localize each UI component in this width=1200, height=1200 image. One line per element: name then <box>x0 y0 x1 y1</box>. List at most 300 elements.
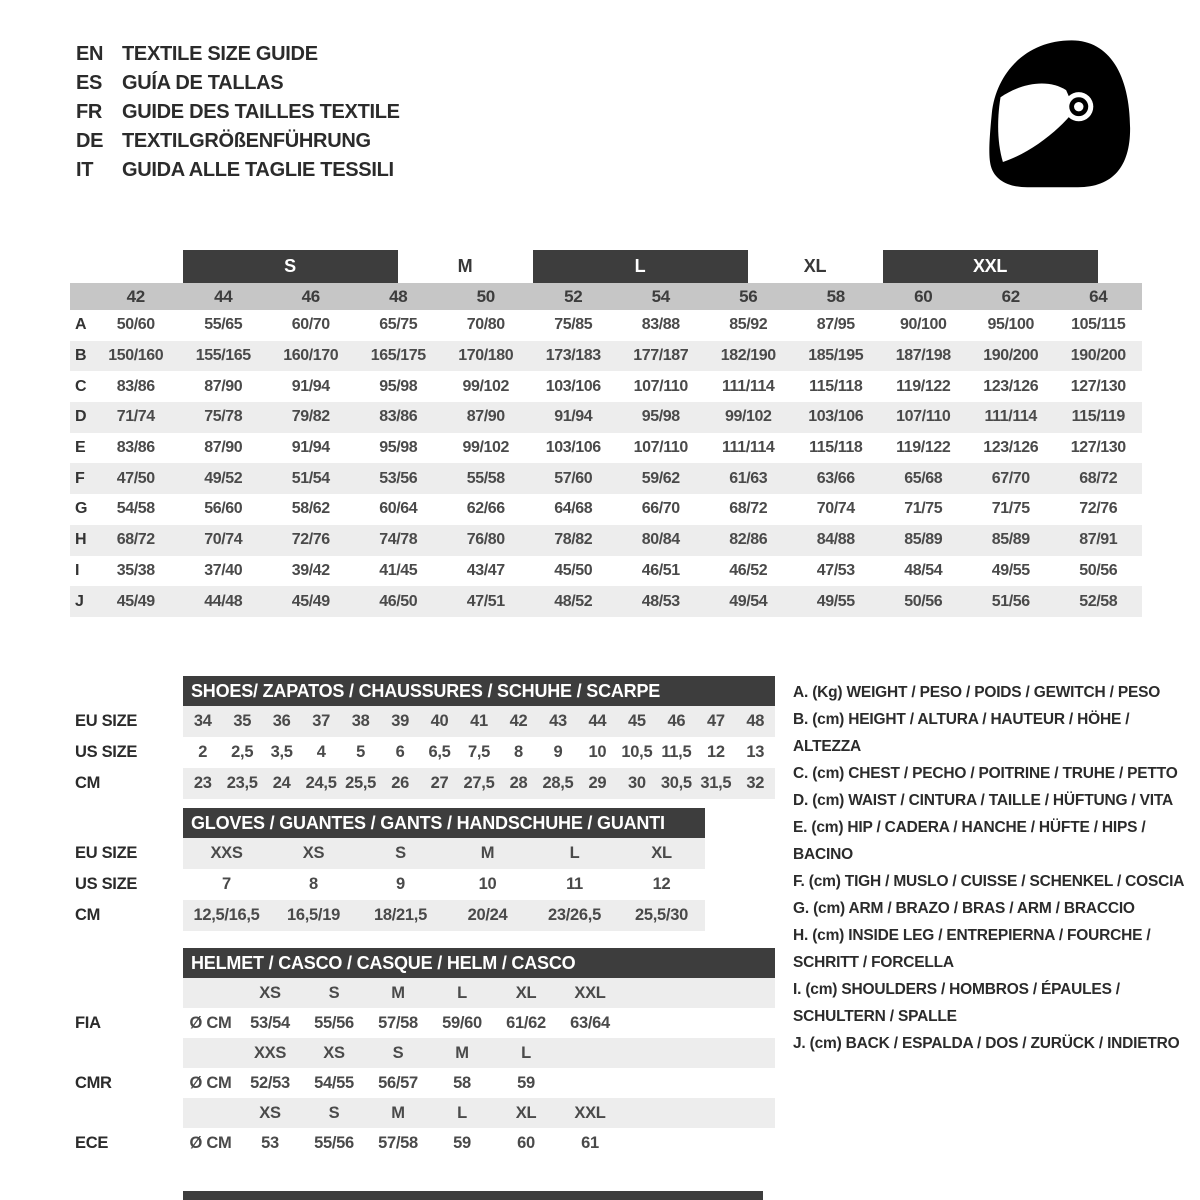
size-value: 119/122 <box>896 439 951 457</box>
size-value: 43/47 <box>466 561 505 579</box>
helmet-size-value: 53 <box>261 1133 279 1152</box>
helmet-section-title: HELMET / CASCO / CASQUE / HELM / CASCO <box>191 952 576 973</box>
language-title: GUIDE DES TAILLES TEXTILE <box>122 101 400 123</box>
measurement-legend <box>793 679 1185 1057</box>
helmet-size-label: L <box>521 1043 531 1062</box>
size-value: 59/62 <box>641 469 680 487</box>
helmet-size-value: 60 <box>517 1133 535 1152</box>
helmet-size-label: M <box>391 1103 405 1122</box>
size-value: 52/58 <box>1079 592 1118 610</box>
cropped-next-section-bar <box>183 1191 763 1200</box>
size-value: 23 <box>193 774 212 792</box>
size-value: 3,5 <box>270 743 293 761</box>
language-row <box>76 127 400 156</box>
helmet-size-value: 54/55 <box>314 1073 354 1092</box>
legend-item-d: D. (cm) WAIST / CINTURA / TAILLE / HÜFTUNG / VITA <box>793 792 1173 809</box>
size-value: 18/21,5 <box>374 906 427 924</box>
size-value: 111/114 <box>722 439 775 457</box>
size-value: 65/68 <box>904 469 943 487</box>
helmet-size-label: M <box>455 1043 469 1062</box>
size-value: 40 <box>430 712 449 730</box>
size-value: 68/72 <box>1079 469 1118 487</box>
size-value: 99/102 <box>462 377 510 395</box>
size-value: 4 <box>316 743 326 761</box>
size-value: 50/60 <box>116 316 155 334</box>
measurement-row-d <box>70 402 1142 433</box>
size-value: 64/68 <box>554 500 593 518</box>
size-group-l: L <box>533 250 748 283</box>
row-letter: G <box>75 500 88 518</box>
legend-item-f: F. (cm) TIGH / MUSLO / CUISSE / SCHENKEL / COSCIA <box>793 873 1185 890</box>
size-value: 50/56 <box>904 592 943 610</box>
row-label-spacer <box>75 1098 183 1128</box>
size-value: 49/54 <box>729 592 768 610</box>
helmet-size-value: 56/57 <box>378 1073 418 1092</box>
helmet-sizes <box>183 1098 775 1128</box>
size-value: 177/187 <box>633 347 689 365</box>
size-value: 7,5 <box>467 743 491 761</box>
shoes-size-section <box>75 676 775 799</box>
size-value: 13 <box>746 743 765 761</box>
size-value: 38 <box>351 712 370 730</box>
section-row-cm <box>75 768 775 799</box>
size-value: 9 <box>396 875 405 893</box>
size-value: 123/126 <box>983 377 1039 395</box>
size-value: 83/86 <box>116 439 155 457</box>
size-group-row <box>70 250 1142 283</box>
size-value: 111/114 <box>722 377 775 395</box>
size-value: 42 <box>509 712 528 730</box>
helmet-size-label: S <box>392 1043 404 1062</box>
shoes-section-title: SHOES/ ZAPATOS / CHAUSSURES / SCHUHE / SCARPE <box>191 680 661 701</box>
helmet-size-section <box>75 948 775 1158</box>
size-value: 2 <box>198 743 208 761</box>
helmet-size-value: 59 <box>517 1073 535 1092</box>
row-values <box>183 900 705 931</box>
legend-item-g: G. (cm) ARM / BRAZO / BRAS / ARM / BRACCIO <box>793 900 1135 917</box>
size-value: 57/60 <box>554 469 593 487</box>
size-value: 47/51 <box>466 592 505 610</box>
size-value: 44/48 <box>204 592 243 610</box>
size-group-s: S <box>183 250 398 283</box>
row-label: EU SIZE <box>75 844 138 862</box>
section-row-us-size <box>75 737 775 768</box>
size-value: 47/50 <box>116 469 155 487</box>
row-letter: I <box>75 561 80 579</box>
legend-item-b: B. (cm) HEIGHT / ALTURA / HAUTEUR / HÖHE / ALTEZZA <box>793 711 1130 755</box>
helmet-size-value: 59/60 <box>442 1013 482 1032</box>
size-group-m: M <box>457 256 473 276</box>
size-value: 80/84 <box>641 531 680 549</box>
size-value: 68/72 <box>116 531 155 549</box>
row-letter: C <box>75 377 87 395</box>
size-value: 47/53 <box>816 561 855 579</box>
size-value: 41/45 <box>379 561 418 579</box>
size-value: 48/53 <box>641 592 680 610</box>
language-code: IT <box>76 159 94 181</box>
size-value: 70/80 <box>466 316 505 334</box>
size-value: 103/106 <box>545 439 601 457</box>
size-value: 48/52 <box>554 592 593 610</box>
size-value: 61/63 <box>729 469 768 487</box>
size-number: 42 <box>126 286 145 306</box>
language-title: TEXTILE SIZE GUIDE <box>122 43 318 65</box>
size-value: 44 <box>588 712 607 730</box>
size-value: 173/183 <box>545 347 601 365</box>
size-number: 56 <box>739 286 758 306</box>
size-value: 72/76 <box>1079 500 1118 518</box>
size-value: 6 <box>395 743 405 761</box>
size-number: 52 <box>564 286 583 306</box>
size-value: 83/86 <box>379 408 418 426</box>
size-value: 170/180 <box>458 347 514 365</box>
helmet-size-label: XXS <box>253 1043 287 1062</box>
size-value: 7 <box>222 875 231 893</box>
size-value: 8 <box>309 875 318 893</box>
size-value: 6,5 <box>428 743 451 761</box>
size-value: 53/56 <box>379 469 418 487</box>
size-number: 44 <box>214 286 233 306</box>
size-number: 58 <box>826 286 845 306</box>
size-value: 27 <box>430 774 449 792</box>
size-value: 45/49 <box>116 592 155 610</box>
size-value: 107/110 <box>896 408 951 426</box>
size-number-row <box>70 283 1142 310</box>
row-label-spacer <box>75 978 183 1008</box>
racing-helmet-icon <box>978 34 1140 192</box>
size-value: 75/85 <box>554 316 593 334</box>
size-group-xl: XL <box>803 256 827 276</box>
legend-item-h: H. (cm) INSIDE LEG / ENTREPIERNA / FOURCHE / SCHRITT / FORCELLA <box>793 927 1151 971</box>
measurement-row-e <box>70 433 1142 464</box>
size-value: 26 <box>391 774 409 792</box>
size-value: 95/98 <box>379 377 418 395</box>
size-value: 107/110 <box>633 377 688 395</box>
language-row <box>76 40 400 69</box>
size-value: 37 <box>312 712 331 730</box>
helmet-size-value: 55/56 <box>314 1133 354 1152</box>
size-value: 10 <box>478 875 497 893</box>
size-value: 5 <box>356 743 366 761</box>
size-value: 87/90 <box>204 439 243 457</box>
size-value: 70/74 <box>204 531 243 549</box>
size-value: 72/76 <box>291 531 330 549</box>
size-value: XL <box>651 844 672 862</box>
helmet-size-label: XS <box>323 1043 345 1062</box>
measurement-row-j <box>70 586 1142 617</box>
size-value: 115/119 <box>1071 408 1125 426</box>
size-value: 25,5/30 <box>635 906 688 924</box>
size-value: 91/94 <box>554 408 593 426</box>
helmet-size-label: L <box>457 1103 467 1122</box>
language-title: GUÍA DE TALLAS <box>122 72 284 94</box>
row-label-spacer <box>75 1038 183 1068</box>
row-letter: B <box>75 347 87 365</box>
legend-item-a: A. (Kg) WEIGHT / PESO / POIDS / GEWITCH / PESO <box>793 684 1161 701</box>
size-value: 23,5 <box>226 774 258 792</box>
size-value: 115/118 <box>809 439 863 457</box>
section-row-us-size <box>75 869 705 900</box>
size-value: 46/52 <box>729 561 768 579</box>
size-value: 46/51 <box>641 561 680 579</box>
size-value: 65/75 <box>379 316 418 334</box>
size-value: 2,5 <box>231 743 254 761</box>
row-label: CM <box>75 906 101 924</box>
measurement-row-h <box>70 525 1142 556</box>
size-value: 51/54 <box>291 469 330 487</box>
helmet-size-value: 63/64 <box>570 1013 610 1032</box>
helmet-size-label: M <box>391 983 405 1002</box>
size-value: 32 <box>746 774 765 792</box>
size-number: 50 <box>476 286 495 306</box>
size-value: 49/55 <box>816 592 855 610</box>
size-value: 55/65 <box>204 316 243 334</box>
size-value: 78/82 <box>554 531 593 549</box>
size-value: 185/195 <box>808 347 864 365</box>
helmet-values-row-fia <box>75 1008 775 1038</box>
helmet-rows <box>75 978 775 1158</box>
size-value: 74/78 <box>379 531 418 549</box>
diameter-unit-label: Ø CM <box>189 1013 232 1032</box>
size-value: 95/100 <box>987 316 1035 334</box>
size-value: 27,5 <box>463 774 495 792</box>
helmet-size-value: 57/58 <box>378 1133 418 1152</box>
helmet-sizes-row-cmr <box>75 1038 775 1068</box>
size-value: 58/62 <box>291 500 330 518</box>
size-value: XS <box>302 844 325 862</box>
size-value: 85/89 <box>991 531 1030 549</box>
language-row <box>76 98 400 127</box>
diameter-unit-label: Ø CM <box>189 1133 232 1152</box>
size-number: 48 <box>389 286 408 306</box>
gloves-rows <box>75 838 705 931</box>
helmet-values <box>183 1128 775 1158</box>
helmet-size-label: XXL <box>574 983 606 1002</box>
row-letter: D <box>75 408 87 426</box>
size-value: 11,5 <box>661 743 692 761</box>
helmet-sizes <box>183 1038 775 1068</box>
size-value: 103/106 <box>808 408 864 426</box>
size-value: 9 <box>553 743 563 761</box>
size-value: 35 <box>233 712 252 730</box>
size-value: 82/86 <box>729 531 768 549</box>
size-value: 83/88 <box>641 316 680 334</box>
size-value: 41 <box>470 712 488 730</box>
measurement-row-b <box>70 341 1142 372</box>
helmet-size-value: 53/54 <box>250 1013 290 1032</box>
size-value: 34 <box>193 712 212 730</box>
row-values <box>183 838 705 869</box>
size-value: 75/78 <box>204 408 243 426</box>
measurement-row-c <box>70 371 1142 402</box>
section-row-eu-size <box>75 706 775 737</box>
size-value: 16,5/19 <box>287 906 340 924</box>
size-value: 39 <box>391 712 409 730</box>
size-value: 10 <box>588 743 607 761</box>
gloves-section-title: GLOVES / GUANTES / GANTS / HANDSCHUHE / GUANTI <box>191 812 665 833</box>
legend-item-c: C. (cm) CHEST / PECHO / POITRINE / TRUHE / PETTO <box>793 765 1178 782</box>
standard-label: CMR <box>75 1073 112 1092</box>
size-value: 119/122 <box>896 377 951 395</box>
helmet-values-row-cmr <box>75 1068 775 1098</box>
size-value: 95/98 <box>641 408 680 426</box>
size-value: 70/74 <box>816 500 855 518</box>
helmet-size-value: 57/58 <box>378 1013 418 1032</box>
standard-label: FIA <box>75 1013 101 1032</box>
standard-label: ECE <box>75 1133 109 1152</box>
size-value: 187/198 <box>895 347 951 365</box>
gloves-size-section <box>75 808 705 931</box>
size-value: 8 <box>514 743 523 761</box>
size-value: 46/50 <box>379 592 418 610</box>
helmet-size-label: XXL <box>574 1103 606 1122</box>
helmet-sizes-row-ece <box>75 1098 775 1128</box>
language-title-list <box>76 40 400 185</box>
size-value: 49/52 <box>204 469 243 487</box>
helmet-values <box>183 1068 775 1098</box>
helmet-size-value: 58 <box>453 1073 471 1092</box>
helmet-sizes <box>183 978 775 1008</box>
size-value: 155/165 <box>195 347 251 365</box>
row-values <box>183 768 775 799</box>
size-value: 127/130 <box>1070 377 1126 395</box>
size-value: 30 <box>628 774 646 792</box>
legend-item-e: E. (cm) HIP / CADERA / HANCHE / HÜFTE / HIPS / BACINO <box>793 819 1146 863</box>
language-row <box>76 69 400 98</box>
size-value: 76/80 <box>466 531 505 549</box>
legend-item-j: J. (cm) BACK / ESPALDA / DOS / ZURÜCK / INDIETRO <box>793 1035 1180 1052</box>
helmet-size-value: 55/56 <box>314 1013 354 1032</box>
size-value: 87/90 <box>466 408 505 426</box>
row-label: US SIZE <box>75 743 138 761</box>
helmet-sizes-row-fia <box>75 978 775 1008</box>
size-value: 50/56 <box>1079 561 1118 579</box>
size-value: 105/115 <box>1071 316 1126 334</box>
helmet-size-value: 61/62 <box>506 1013 546 1032</box>
size-value: 43 <box>549 712 567 730</box>
size-value: S <box>395 844 406 862</box>
size-value: 160/170 <box>283 347 339 365</box>
size-number: 62 <box>1001 286 1020 306</box>
size-value: 67/70 <box>991 469 1030 487</box>
helmet-section-header <box>183 948 775 978</box>
size-value: 12 <box>652 875 671 893</box>
size-number: 60 <box>914 286 933 306</box>
size-value: 91/94 <box>291 439 330 457</box>
language-code: DE <box>76 130 104 152</box>
row-values <box>183 869 705 900</box>
gloves-section-header <box>183 808 705 838</box>
shoes-section-header <box>183 676 775 706</box>
size-value: 28 <box>509 774 528 792</box>
helmet-size-label: S <box>328 1103 340 1122</box>
section-row-eu-size <box>75 838 705 869</box>
size-value: 87/90 <box>204 377 243 395</box>
size-value: 45 <box>628 712 646 730</box>
size-value: 54/58 <box>116 500 155 518</box>
legend-item-i: I. (cm) SHOULDERS / HOMBROS / ÉPAULES / SCHULTERN / SPALLE <box>793 981 1120 1025</box>
row-letter: F <box>75 469 85 487</box>
size-value: 190/200 <box>1070 347 1126 365</box>
helmet-size-value: 61 <box>581 1133 599 1152</box>
measurement-row-a <box>70 310 1142 341</box>
measurement-row-f <box>70 463 1142 494</box>
size-value: 87/95 <box>816 316 855 334</box>
helmet-size-label: XL <box>515 1103 537 1122</box>
size-value: 55/58 <box>466 469 505 487</box>
size-value: 60/64 <box>379 500 418 518</box>
measurement-row-g <box>70 494 1142 525</box>
size-value: 150/160 <box>108 347 164 365</box>
language-title: TEXTILGRÖßENFÜHRUNG <box>122 130 371 152</box>
measurement-row-i <box>70 556 1142 587</box>
size-value: L <box>569 844 580 862</box>
helmet-values <box>183 1008 775 1038</box>
size-value: 63/66 <box>816 469 855 487</box>
size-value: 23/26,5 <box>548 906 601 924</box>
size-value: 111/114 <box>984 408 1037 426</box>
size-value: 31,5 <box>700 774 732 792</box>
helmet-size-label: XL <box>515 983 537 1002</box>
textile-size-table <box>70 250 1142 617</box>
size-value: 10,5 <box>621 743 653 761</box>
size-value: 24,5 <box>305 774 337 792</box>
size-value: 84/88 <box>816 531 855 549</box>
size-number: 46 <box>301 286 320 306</box>
size-value: 79/82 <box>291 408 330 426</box>
language-code: ES <box>76 72 103 94</box>
size-value: 12 <box>706 743 725 761</box>
size-value: 48/54 <box>904 561 943 579</box>
size-value: 56/60 <box>204 500 243 518</box>
size-value: 28,5 <box>542 774 574 792</box>
size-value: 95/98 <box>379 439 418 457</box>
size-value: 62/66 <box>466 500 505 518</box>
size-value: 87/91 <box>1079 531 1118 549</box>
size-value: 182/190 <box>720 347 776 365</box>
helmet-values-row-ece <box>75 1128 775 1158</box>
size-value: 71/75 <box>991 500 1030 518</box>
helmet-size-label: XS <box>259 983 281 1002</box>
size-value: 165/175 <box>370 347 426 365</box>
helmet-size-label: XS <box>259 1103 281 1122</box>
size-group-xxl: XXL <box>883 250 1098 283</box>
size-value: 20/24 <box>467 906 508 924</box>
size-number: 64 <box>1089 286 1108 306</box>
size-value: 12,5/16,5 <box>193 906 260 924</box>
row-letter: A <box>75 316 87 334</box>
size-value: 71/75 <box>904 500 943 518</box>
size-value: M <box>480 844 495 862</box>
row-letter: H <box>75 531 87 549</box>
size-value: 24 <box>272 774 291 792</box>
size-value: 29 <box>588 774 607 792</box>
size-value: 11 <box>566 875 583 893</box>
size-value: 83/86 <box>116 377 155 395</box>
size-value: 91/94 <box>291 377 330 395</box>
size-value: 30,5 <box>660 774 692 792</box>
size-value: 51/56 <box>991 592 1030 610</box>
size-value: 66/70 <box>641 500 680 518</box>
size-value: 68/72 <box>729 500 768 518</box>
size-value: 35/38 <box>116 561 155 579</box>
size-value: 37/40 <box>204 561 243 579</box>
size-value: 49/55 <box>991 561 1030 579</box>
size-value: 45/50 <box>554 561 593 579</box>
size-value: 123/126 <box>983 439 1039 457</box>
size-value: 25,5 <box>345 774 377 792</box>
size-value: 90/100 <box>899 316 947 334</box>
